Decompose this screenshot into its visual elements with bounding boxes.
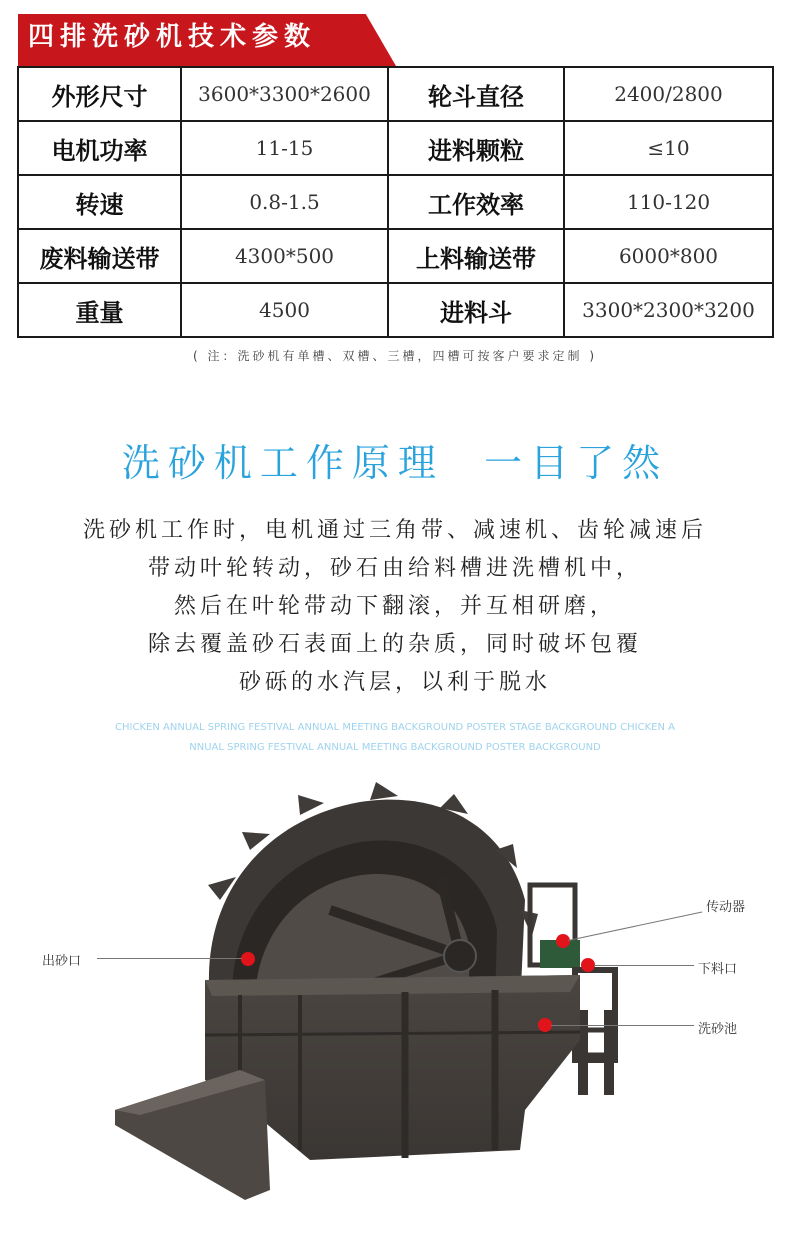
tank-marker [538,1018,552,1032]
tank-leader-line [551,1025,694,1026]
table-row [18,67,773,121]
principle-title: 洗砂机工作原理 一目了然 [121,441,669,485]
spec-value: 0.8-1.5 [181,175,388,229]
customization-note: ( 注：洗砂机有单槽、双槽、三槽，四槽可按客户要求定制 ) [193,349,597,363]
spec-label: 重量 [18,283,181,337]
feed-marker [581,958,595,972]
spec-label: 进料斗 [388,283,564,337]
table-row [18,229,773,283]
spec-table [17,66,774,338]
decorative-english-text [0,718,790,758]
table-row [18,121,773,175]
spec-value: 3300*2300*3200 [564,283,773,337]
spec-value: 110-120 [564,175,773,229]
spec-value: 6000*800 [564,229,773,283]
outlet-label: 出砂口 [42,954,82,969]
table-row [18,283,773,337]
spec-label: 转速 [18,175,181,229]
spec-label: 进料颗粒 [388,121,564,175]
description-line: 砂砾的水汽层，以利于脱水 [238,670,551,695]
spec-value: ≤10 [564,121,773,175]
outlet-leader-line [97,958,242,959]
bucket-wheel [208,782,538,1010]
spec-label: 轮斗直径 [388,67,564,121]
description-line: 然后在叶轮带动下翻滚，并互相研磨， [173,594,616,619]
header-title: 四排洗砂机技术参数 [28,22,317,52]
principle-description [0,512,790,702]
spec-value: 11-15 [181,121,388,175]
spec-label: 外形尺寸 [18,67,181,121]
spec-value: 2400/2800 [564,67,773,121]
feed-leader-line [594,965,694,966]
english-line: NNUAL SPRING FESTIVAL ANNUAL MEETING BACKGROUND POSTER BACKGROUND [189,742,601,753]
outlet-marker [241,952,255,966]
english-line: CHICKEN ANNUAL SPRING FESTIVAL ANNUAL MEETING BACKGROUND POSTER STAGE BACKGROUND CHICKEN A [115,722,675,733]
feed-label: 下料口 [698,962,738,977]
spec-value: 3600*3300*2600 [181,67,388,121]
spec-label: 上料输送带 [388,229,564,283]
table-row [18,175,773,229]
spec-value: 4500 [181,283,388,337]
spec-label: 电机功率 [18,121,181,175]
spec-value: 4300*500 [181,229,388,283]
spec-label: 工作效率 [388,175,564,229]
tank-label: 洗砂池 [698,1022,738,1037]
description-line: 除去覆盖砂石表面上的杂质，同时破坏包覆 [147,632,642,657]
description-line: 洗砂机工作时，电机通过三角带、减速机、齿轮减速后 [82,518,707,543]
sand-washer-illustration [0,780,790,1234]
description-line: 带动叶轮转动，砂石由给料槽进洗槽机中， [147,556,642,581]
spec-label: 废料输送带 [18,229,181,283]
drive-label: 传动器 [706,900,746,915]
